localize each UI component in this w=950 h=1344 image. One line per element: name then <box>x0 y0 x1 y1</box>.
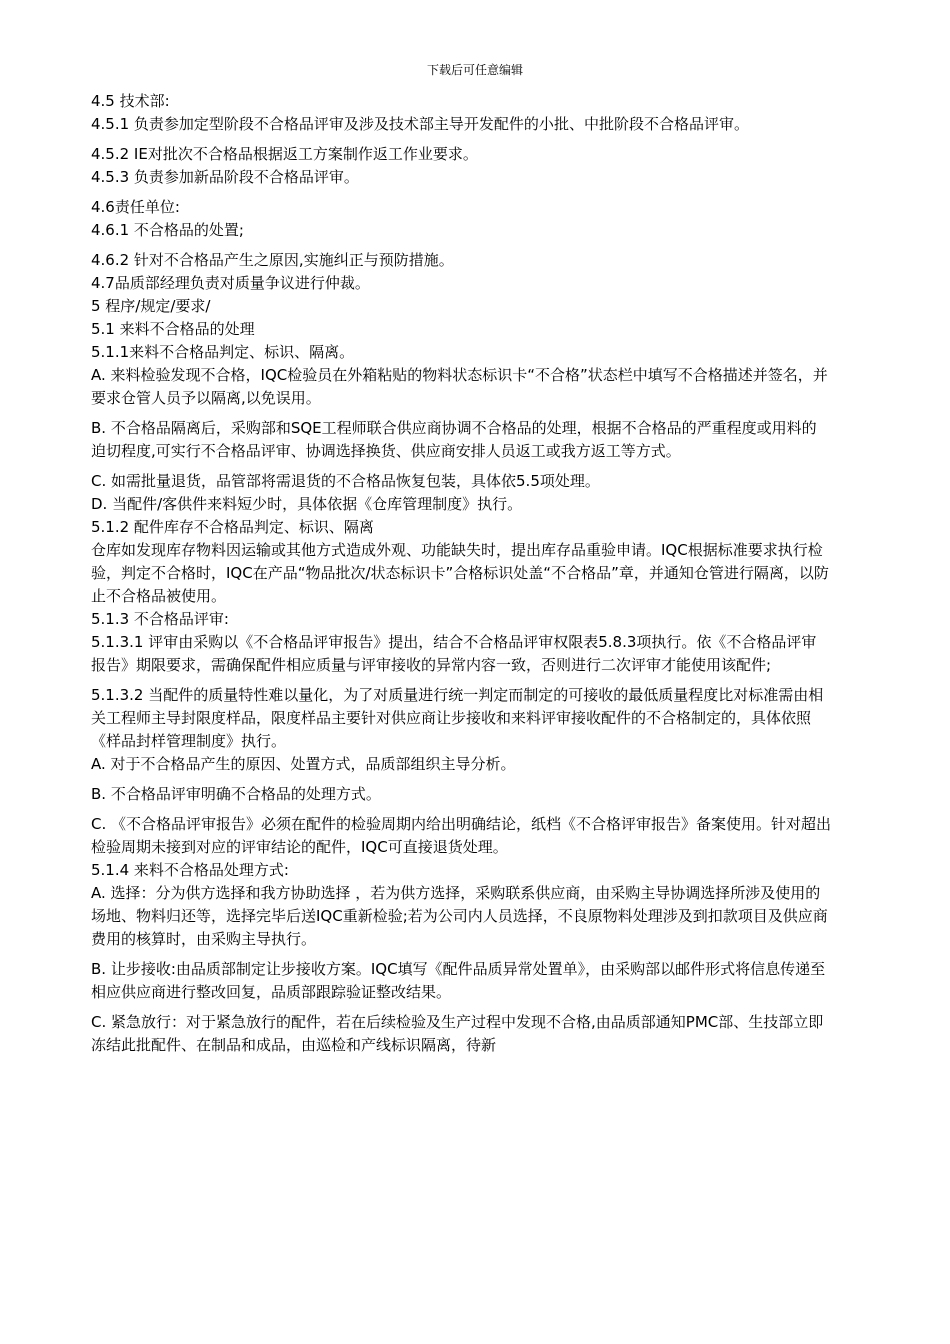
paragraph: 4.6.2 针对不合格品产生之原因,实施纠正与预防措施。 <box>91 251 454 269</box>
paragraph: 5 程序/规定/要求/ <box>91 297 211 315</box>
document-body <box>91 90 831 1057</box>
paragraph: 5.1.1来料不合格品判定、标识、隔离。 <box>91 343 355 361</box>
paragraph: 4.5.2 IE对批次不合格品根据返工方案制作返工作业要求。 <box>91 145 478 163</box>
paragraph: 5.1.3.2 当配件的质量特性难以量化，为了对质量进行统一判定而制定的可接收的最低质量程度比对标准需由相关工程师主导封限度样品，限度样品主要针对供应商让步接收和来料评审接收配件的不合格制定的，具体依照《样品封样管理制度》执行。 <box>91 686 824 750</box>
paragraph: A. 来料检验发现不合格，IQC检验员在外箱粘贴的物料状态标识卡“不合格”状态栏中填写不合格描述并签名，并要求仓管人员予以隔离,以免误用。 <box>91 366 828 407</box>
paragraph: 4.6.1 不合格品的处置; <box>91 221 244 239</box>
paragraph: A. 对于不合格品产生的原因、处置方式，品质部组织主导分析。 <box>91 755 516 773</box>
paragraph: 4.7品质部经理负责对质量争议进行仲裁。 <box>91 274 370 292</box>
paragraph: 5.1.2 配件库存不合格品判定、标识、隔离 <box>91 518 374 536</box>
paragraph: 4.6责任单位: <box>91 198 180 216</box>
paragraph: 4.5 技术部: <box>91 92 170 110</box>
paragraph: 4.5.1 负责参加定型阶段不合格品评审及涉及技术部主导开发配件的小批、中批阶段不合格品评审。 <box>91 115 749 133</box>
paragraph: C. 《不合格品评审报告》必须在配件的检验周期内给出明确结论，纸档《不合格评审报告》备案使用。针对超出检验周期未接到对应的评审结论的配件，IQC可直接退货处理。 <box>91 815 832 856</box>
paragraph: 5.1.4 来料不合格品处理方式: <box>91 861 289 879</box>
paragraph: 5.1 来料不合格品的处理 <box>91 320 255 338</box>
paragraph: 仓库如发现库存物料因运输或其他方式造成外观、功能缺失时，提出库存品重验申请。IQC根据标准要求执行检验，判定不合格时，IQC在产品“物品批次/状态标识卡”合格标识处盖“不合格品”章，并通知仓管进行隔离，以防止不合格品被使用。 <box>91 541 829 605</box>
paragraph: B. 让步接收:由品质部制定让步接收方案。IQC填写《配件品质异常处置单》，由采购部以邮件形式将信息传递至相应供应商进行整改回复，品质部跟踪验证整改结果。 <box>91 960 826 1001</box>
paragraph: A. 选择：分为供方选择和我方协助选择 ，若为供方选择，采购联系供应商，由采购主导协调选择所涉及使用的场地、物料归还等，选择完毕后送IQC重新检验;若为公司内人员选择，不良原物料处理涉及到扣款项目及供应商费用的核算时，由采购主导执行。 <box>91 884 828 948</box>
page-header: 下载后可任意编辑 <box>426 63 523 77</box>
paragraph: D. 当配件/客供件来料短少时，具体依据《仓库管理制度》执行。 <box>91 495 523 513</box>
paragraph: C. 如需批量退货，品管部将需退货的不合格品恢复包装，具体依5.5项处理。 <box>91 472 600 490</box>
paragraph: 4.5.3 负责参加新品阶段不合格品评审。 <box>91 168 359 186</box>
paragraph: 5.1.3 不合格品评审: <box>91 610 229 628</box>
paragraph: C. 紧急放行：对于紧急放行的配件，若在后续检验及生产过程中发现不合格,由品质部通知PMC部、生技部立即冻结此批配件、在制品和成品，由巡检和产线标识隔离，待新 <box>91 1013 824 1054</box>
paragraph: B. 不合格品隔离后，采购部和SQE工程师联合供应商协调不合格品的处理，根据不合格品的严重程度或用料的迫切程度,可实行不合格品评审、协调选择换货、供应商安排人员返工或我方返工等方式。 <box>91 419 817 460</box>
paragraph: 5.1.3.1 评审由采购以《不合格品评审报告》提出，结合不合格品评审权限表5.8.3项执行。依《不合格品评审报告》期限要求，需确保配件相应质量与评审接收的异常内容一致，否则进行二次评审才能使用该配件; <box>91 633 817 674</box>
paragraph: B. 不合格品评审明确不合格品的处理方式。 <box>91 785 381 803</box>
